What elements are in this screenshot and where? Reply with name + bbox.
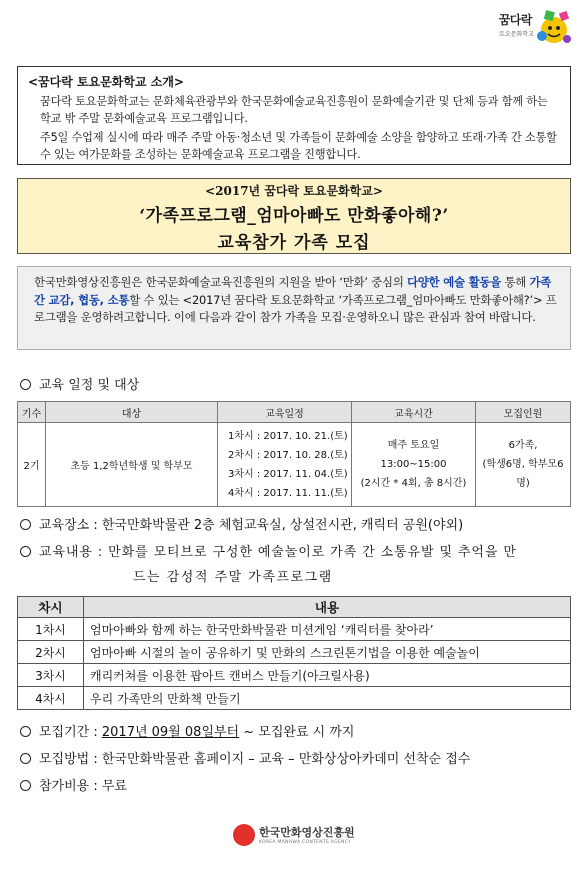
table-row: [18, 687, 571, 710]
capacity-line: (학생6명, 학부모6명): [482, 459, 564, 489]
kocca-logo-name: 한국만화영상진흥원: [259, 826, 355, 839]
circle-bullet-icon: [20, 780, 31, 791]
header-target: 대상: [46, 402, 218, 423]
schedule-section-heading: [20, 374, 139, 393]
session-index: 3차시: [18, 664, 84, 687]
kocca-logo: [233, 822, 373, 852]
intro-box: [17, 66, 571, 165]
circle-bullet-icon: [20, 726, 31, 737]
place-line: [20, 514, 463, 533]
logo-name: 꿈다락: [498, 13, 532, 27]
title-box: [17, 178, 571, 254]
desc-highlight-1: 다양한 예술 활동을: [407, 275, 502, 289]
circle-bullet-icon: [20, 753, 31, 764]
period-line: [20, 721, 354, 740]
content-text: 교육내용 : 만화를 모티브로 구성한 예술놀이로 가족 간 소통유발 및 추억을 만: [39, 545, 517, 560]
desc-highlight-2: 가족 간 교감, 협동, 소통: [34, 275, 552, 307]
desc-text-3: 할 수 있는 <2017년 꿈다락 토요문화학교 ‘가족프로그램_엄마아빠도 만화좋아해?’> 프로그램을 운영하려고합니다. 이에 다음과 같이 참가 가족을 모집·운영하오니 많은 관심과 참여 바랍니다.: [34, 292, 557, 324]
kocca-logo-english: KOREA MANHWA CONTENTS AGENCY: [259, 840, 352, 845]
target-cell: 초등 1,2학년학생 및 학부모: [46, 423, 218, 507]
session-index: 2차시: [18, 641, 84, 664]
table-row: [18, 641, 571, 664]
table-row: [18, 664, 571, 687]
session-index: 4차시: [18, 687, 84, 710]
schedule-table: [17, 401, 571, 507]
title-subheading: <2017년 꿈다락 토요문화학교>: [205, 184, 383, 198]
period-rest: ~ 모집완료 시 까지: [239, 725, 355, 740]
session-content: 엄마아빠 시절의 놀이 공유하기 및 만화의 스크린톤기법을 이용한 예술놀이: [84, 641, 571, 664]
program-table: [17, 596, 571, 710]
intro-paragraph-1: 꿈다락 토요문화학교는 문화체육관광부와 한국문화예술교육진흥원이 문화예술기관 및 단체 등과 함께 하는 학교 밖 주말 문화예술교육 프로그램입니다.: [40, 95, 548, 125]
header-time: 교육시간: [352, 402, 476, 423]
capacity-cell: [476, 423, 571, 507]
content-continuation: 드는 감성적 주말 가족프로그램: [133, 570, 333, 585]
session-content: 우리 가족만의 만화책 만들기: [84, 687, 571, 710]
circle-bullet-icon: [20, 379, 31, 390]
intro-title: <꿈다락 토요문화학교 소개>: [28, 75, 184, 89]
circle-bullet-icon: [20, 546, 31, 557]
time-line: 13:00~15:00: [380, 459, 447, 470]
title-main-line2: 교육참가 가족 모집: [217, 233, 371, 253]
table-row: [18, 618, 571, 641]
period-label: 모집기간 :: [39, 725, 102, 740]
date-item: 2차시 : 2017. 10. 28.(토): [228, 449, 348, 461]
method-text: 모집방법 : 한국만화박물관 홈페이지 – 교육 – 만화상상아카데미 선착순 접수: [39, 752, 471, 767]
date-item: 3차시 : 2017. 11. 04.(토): [228, 468, 348, 480]
cost-line: [20, 775, 127, 794]
period-date: 2017년 09월 08일부터: [101, 725, 240, 740]
header-content: 내용: [84, 597, 571, 618]
logo-subtitle: 토요문화학교: [499, 31, 534, 38]
session-content: 캐리커쳐를 이용한 팝아트 캔버스 만들기(아크릴사용): [84, 664, 571, 687]
kocca-logo-icon: [233, 824, 255, 846]
term-cell: 2기: [18, 423, 46, 507]
time-line: (2시간 * 4회, 총 8시간): [360, 478, 467, 489]
desc-text-1: 한국만화영상진흥원은 한국문화예술교육진흥원의 지원을 받아 ‘만화’ 중심의: [34, 275, 408, 289]
session-index: 1차시: [18, 618, 84, 641]
schedule-section-label: 교육 일정 및 대상: [39, 378, 140, 393]
dates-cell: [218, 423, 352, 507]
description-box: [17, 266, 571, 350]
intro-paragraph-2: 주5일 수업제 실시에 따라 매주 주말 아동·청소년 및 가족들이 문화예술 소양을 함양하고 또래·가족 간 소통할 수 있는 여가문화를 조성하는 문화예술교육 프로그램을 진행합니다.: [40, 131, 557, 161]
content-line: [20, 541, 517, 560]
circle-bullet-icon: [20, 519, 31, 530]
header-dates: 교육일정: [218, 402, 352, 423]
title-main: ‘가족프로그램_엄마아빠도 만화좋아해?’: [139, 206, 449, 226]
kkumdarak-logo: [486, 6, 576, 48]
capacity-line: 6가족,: [508, 440, 538, 451]
date-item: 1차시 : 2017. 10. 21.(토): [228, 430, 348, 442]
cost-text: 참가비용 : 무료: [39, 779, 127, 794]
place-text: 교육장소 : 한국만화박물관 2층 체험교육실, 상설전시관, 캐릭터 공원(야외): [39, 518, 464, 533]
header-capacity: 모집인원: [476, 402, 571, 423]
time-line: 매주 토요일: [387, 440, 440, 451]
header-term: 기수: [18, 402, 46, 423]
date-item: 4차시 : 2017. 11. 11.(토): [228, 487, 348, 499]
time-cell: [352, 423, 476, 507]
header-session: 차시: [18, 597, 84, 618]
desc-text-2: 통해: [501, 275, 530, 289]
session-content: 엄마아빠와 함께 하는 한국만화박물관 미션게임 ‘캐릭터를 찾아라’: [84, 618, 571, 641]
table-row: [18, 423, 571, 507]
method-line: [20, 748, 470, 767]
logo-art-icon: [534, 6, 574, 48]
